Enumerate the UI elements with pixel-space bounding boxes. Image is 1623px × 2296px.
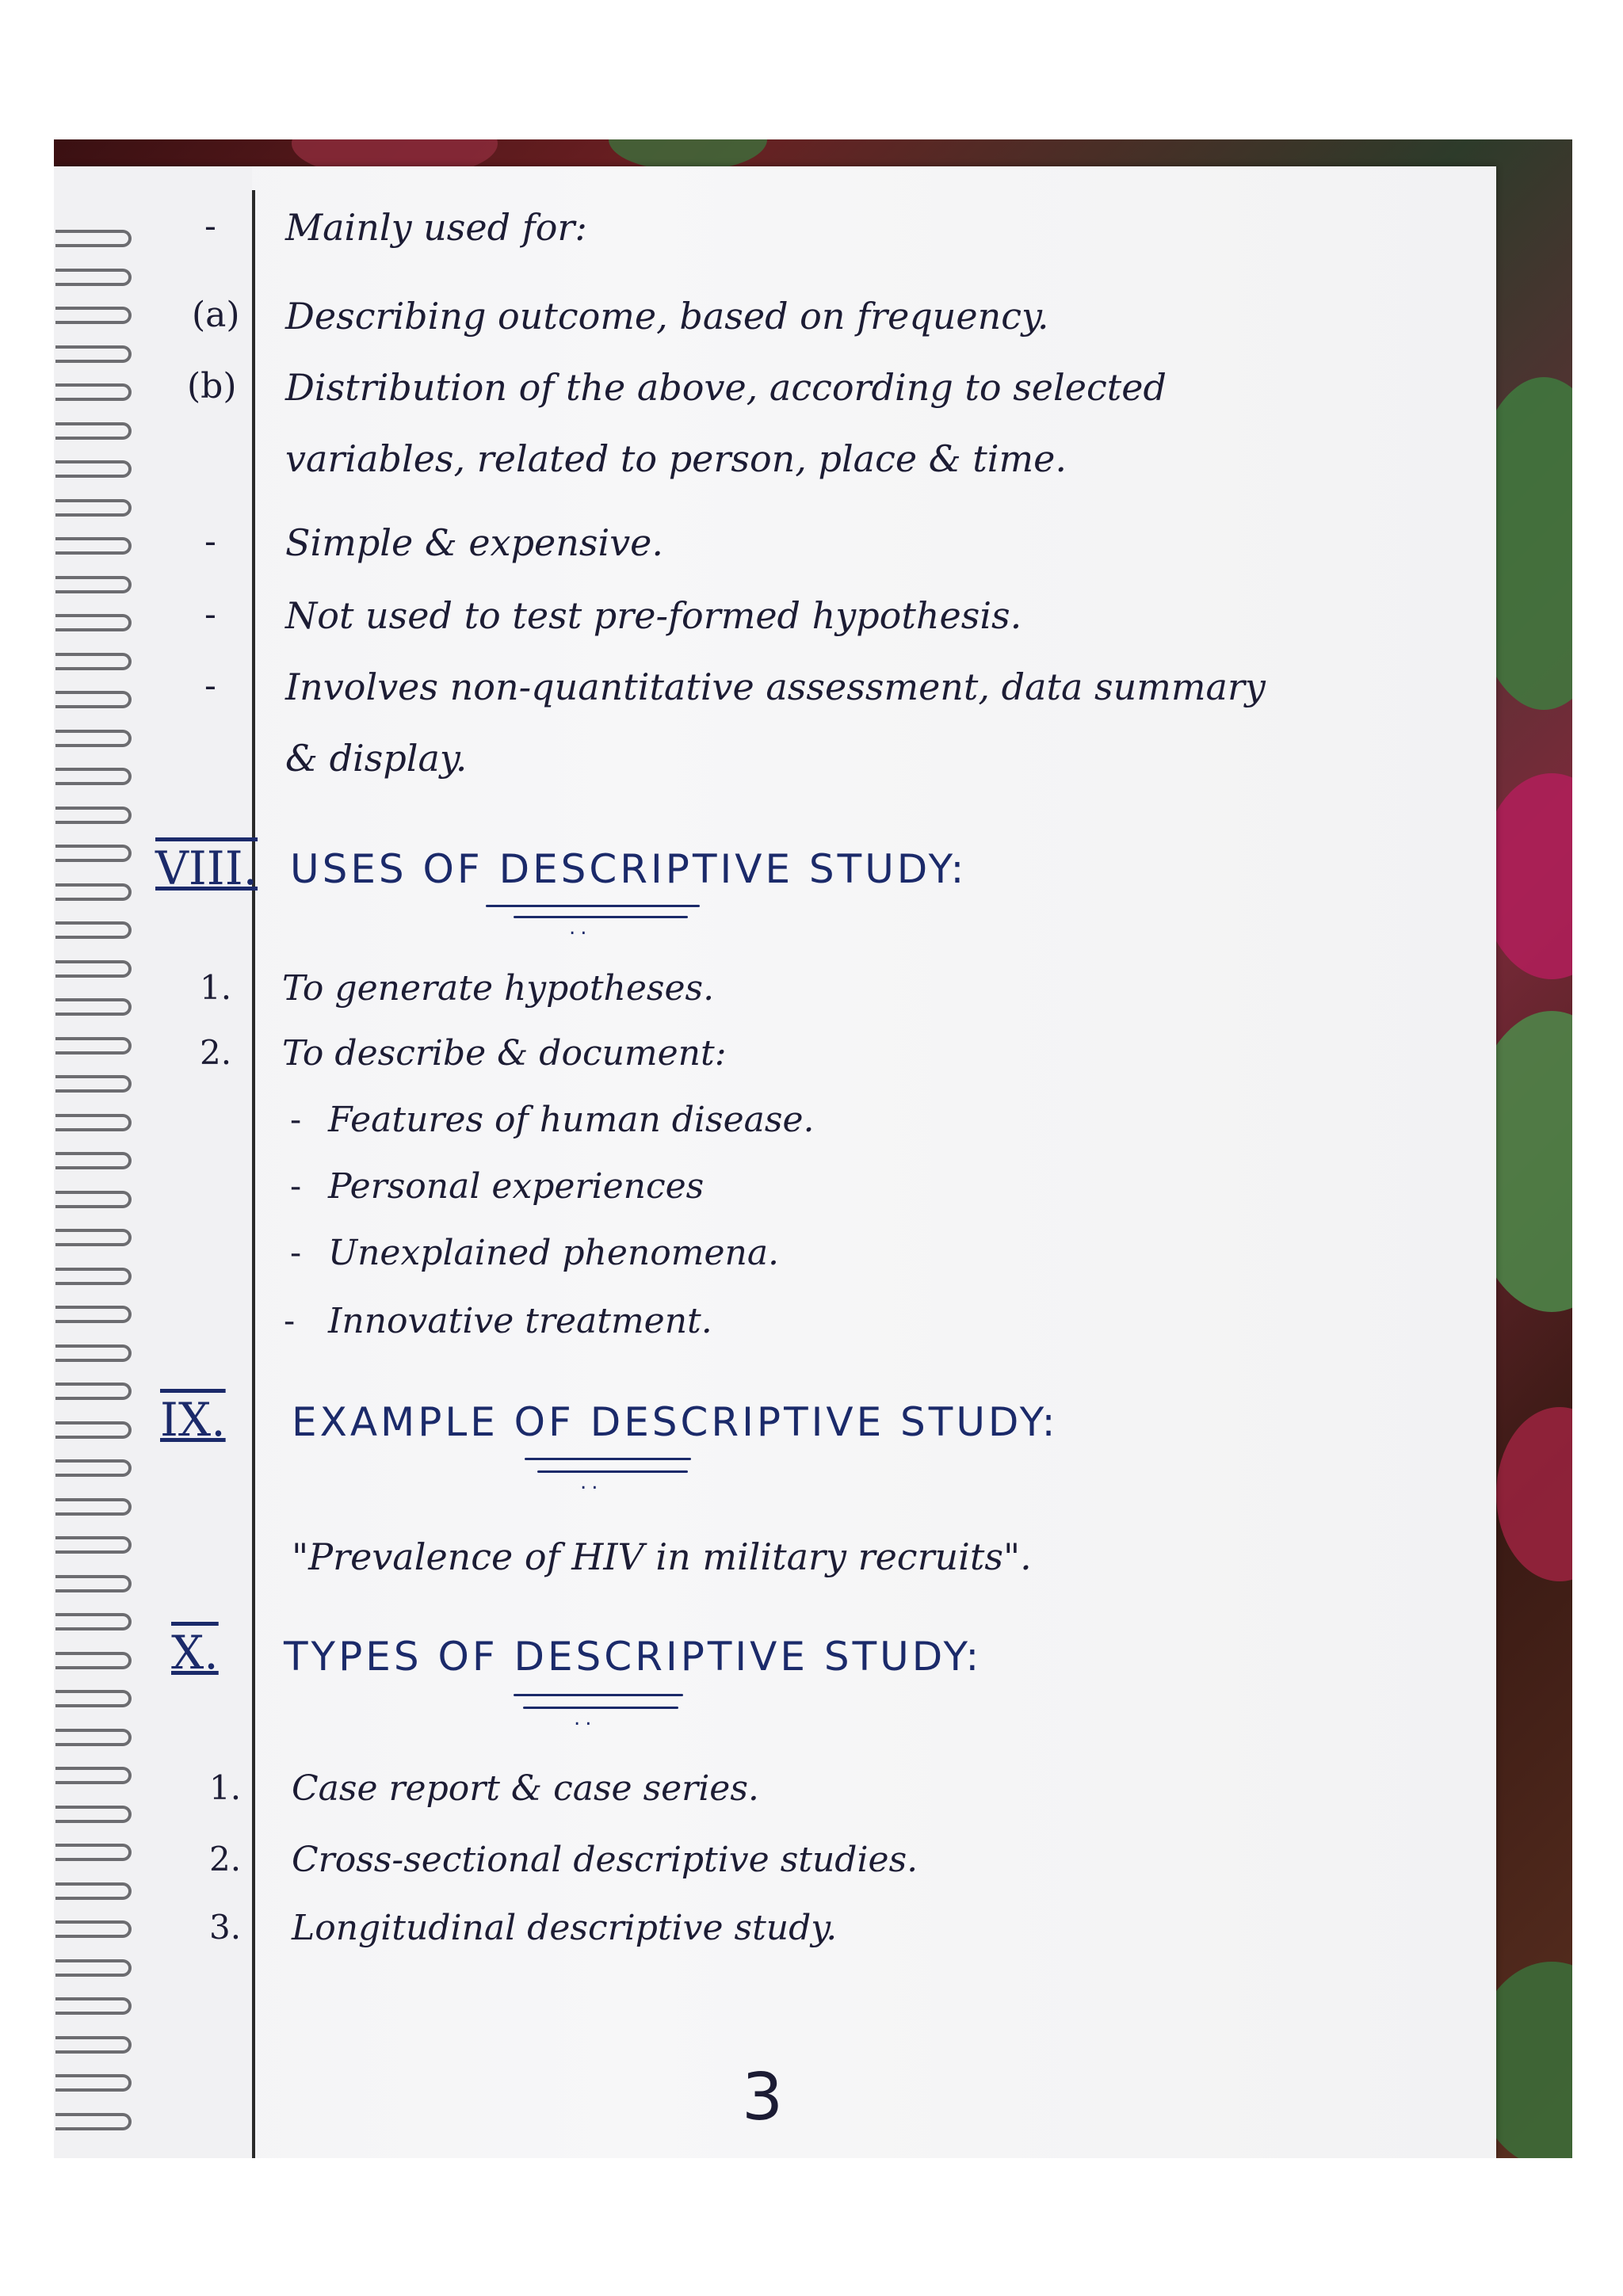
spiral-ring xyxy=(55,1806,132,1823)
spiral-ring xyxy=(55,2074,132,2092)
spiral-ring xyxy=(55,1729,132,1746)
spiral-ring xyxy=(55,1114,132,1131)
section-numeral-viii: VIII. xyxy=(155,841,258,895)
spiral-ring xyxy=(55,1075,132,1093)
section-numeral-x: X. xyxy=(171,1626,219,1680)
spiral-ring xyxy=(55,921,132,939)
spiral-ring xyxy=(55,1306,132,1323)
spiral-ring xyxy=(55,998,132,1016)
types-item-2: Cross-sectional descriptive studies. xyxy=(292,1840,918,1880)
list-marker-3: 3. xyxy=(209,1908,242,1947)
sub-bullet-dash: - xyxy=(290,1233,302,1272)
sub-item-personal: Personal experiences xyxy=(328,1166,705,1207)
bullet-dash: - xyxy=(204,521,216,562)
bullet-dash: - xyxy=(204,666,216,706)
spiral-ring xyxy=(55,576,132,593)
bullet-dash: - xyxy=(204,594,216,635)
notebook-page xyxy=(54,166,1496,2158)
list-marker-1: 1. xyxy=(200,968,232,1007)
sub-item-features: Features of human disease. xyxy=(328,1100,815,1140)
spiral-ring xyxy=(55,307,132,324)
spiral-ring xyxy=(55,1536,132,1554)
section-heading-types: TYPES OF DESCRIPTIVE STUDY: xyxy=(284,1634,983,1680)
spiral-ring xyxy=(55,1344,132,1362)
spiral-ring xyxy=(55,345,132,363)
spiral-ring xyxy=(55,1844,132,1861)
heading-underline-dots: .. xyxy=(574,1707,597,1730)
types-item-3: Longitudinal descriptive study. xyxy=(292,1908,838,1948)
heading-underline xyxy=(514,916,688,918)
uses-item-2: To describe & document: xyxy=(282,1033,727,1074)
bullet-involves: Involves non-quantitative assessment, data summary xyxy=(285,666,1266,708)
heading-underline-dots: .. xyxy=(569,916,592,940)
spiral-ring xyxy=(55,383,132,401)
sub-bullet-dash: - xyxy=(290,1166,302,1205)
types-item-1: Case report & case series. xyxy=(292,1768,759,1809)
heading-underline xyxy=(514,1694,683,1696)
spiral-ring xyxy=(55,807,132,824)
list-marker-2: 2. xyxy=(200,1033,232,1072)
spiral-ring xyxy=(55,2113,132,2130)
spiral-ring xyxy=(55,422,132,440)
heading-underline xyxy=(525,1458,691,1460)
list-marker-a: (a) xyxy=(192,295,240,335)
heading-underline-dots: .. xyxy=(580,1470,603,1494)
spiral-ring xyxy=(55,230,132,247)
spiral-ring xyxy=(55,2036,132,2054)
intro-dash: - xyxy=(204,206,216,246)
bullet-involves-continued: & display. xyxy=(285,737,468,780)
list-item-b: Distribution of the above, according to selected xyxy=(285,366,1167,409)
intro-title: Mainly used for: xyxy=(285,206,587,249)
spiral-ring xyxy=(55,1421,132,1439)
background-flower xyxy=(1496,1407,1572,1581)
spiral-ring xyxy=(55,1767,132,1784)
list-marker-2: 2. xyxy=(209,1840,242,1878)
section-heading-uses: USES OF DESCRIPTIVE STUDY: xyxy=(290,846,968,892)
sub-item-unexplained: Unexplained phenomena. xyxy=(328,1233,780,1273)
spiral-ring xyxy=(55,1383,132,1400)
spiral-binding xyxy=(55,230,151,2158)
spiral-ring xyxy=(55,1920,132,1938)
spiral-ring xyxy=(55,730,132,747)
list-marker-1: 1. xyxy=(209,1768,242,1807)
spiral-ring xyxy=(55,269,132,286)
spiral-ring xyxy=(55,653,132,670)
spiral-ring xyxy=(55,460,132,478)
spiral-ring xyxy=(55,1459,132,1477)
spiral-ring xyxy=(55,1152,132,1169)
sub-bullet-dash: - xyxy=(284,1301,296,1340)
spiral-ring xyxy=(55,614,132,631)
spiral-ring xyxy=(55,960,132,978)
list-item-a: Describing outcome, based on frequency. xyxy=(285,295,1049,338)
heading-underline xyxy=(486,905,700,907)
spiral-ring xyxy=(55,1882,132,1900)
notebook-photo xyxy=(54,139,1572,2158)
spiral-ring xyxy=(55,1191,132,1208)
spiral-ring xyxy=(55,499,132,517)
section-heading-example: EXAMPLE OF DESCRIPTIVE STUDY: xyxy=(292,1399,1059,1445)
spiral-ring xyxy=(55,1613,132,1630)
spiral-ring xyxy=(55,1268,132,1285)
list-item-b-continued: variables, related to person, place & time. xyxy=(285,437,1067,480)
sub-item-innovative: Innovative treatment. xyxy=(328,1301,712,1341)
heading-underline xyxy=(523,1707,678,1709)
bullet-not-used: Not used to test pre-formed hypothesis. xyxy=(285,594,1022,637)
spiral-ring xyxy=(55,1229,132,1246)
heading-underline xyxy=(537,1470,688,1473)
spiral-ring xyxy=(55,1037,132,1055)
spiral-ring xyxy=(55,1997,132,2015)
spiral-ring xyxy=(55,1498,132,1516)
uses-item-1: To generate hypotheses. xyxy=(282,968,715,1009)
list-marker-b: (b) xyxy=(187,366,237,406)
example-quote: "Prevalence of HIV in military recruits". xyxy=(292,1535,1032,1578)
page-number: 3 xyxy=(742,2060,784,2135)
margin-line xyxy=(252,190,255,2158)
spiral-ring xyxy=(55,537,132,555)
spiral-ring xyxy=(55,1652,132,1669)
spiral-ring xyxy=(55,1690,132,1707)
sub-bullet-dash: - xyxy=(290,1100,302,1138)
bullet-simple: Simple & expensive. xyxy=(285,521,664,564)
spiral-ring xyxy=(55,768,132,785)
spiral-ring xyxy=(55,845,132,862)
spiral-ring xyxy=(55,691,132,708)
spiral-ring xyxy=(55,1959,132,1977)
spiral-ring xyxy=(55,883,132,901)
spiral-ring xyxy=(55,1575,132,1592)
section-numeral-ix: IX. xyxy=(160,1393,226,1447)
